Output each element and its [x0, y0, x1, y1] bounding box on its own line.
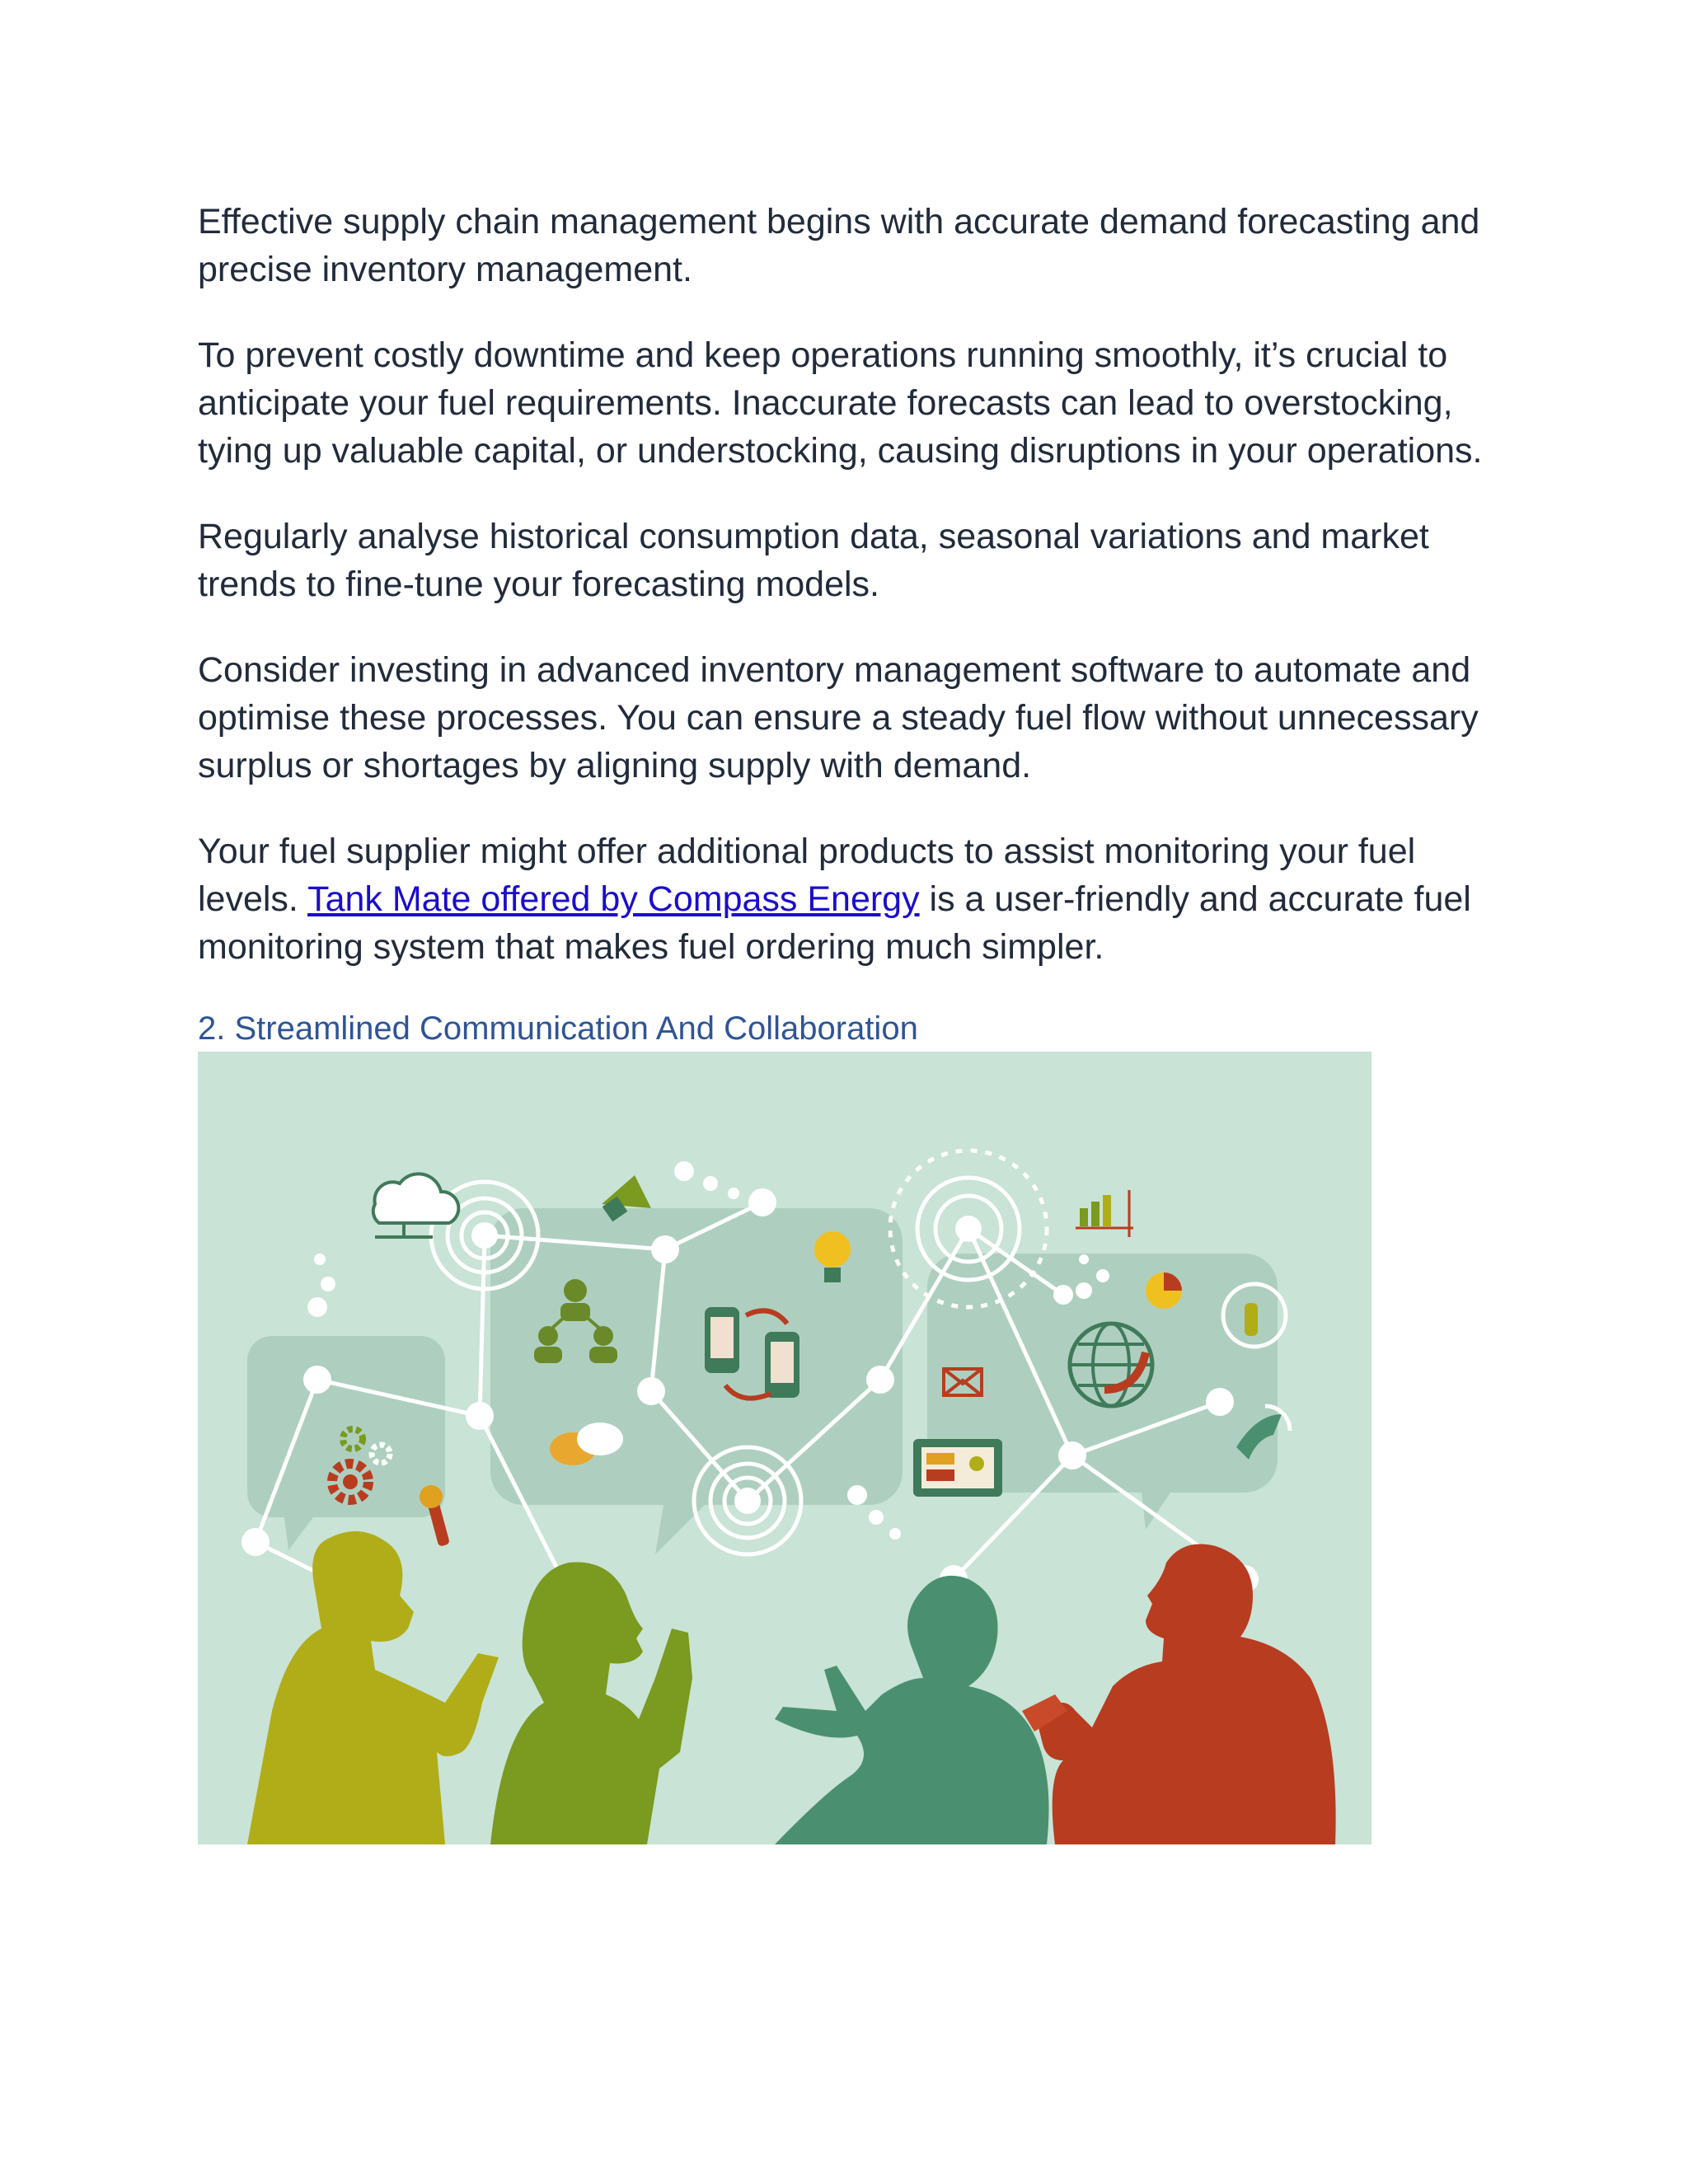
- screen-icon: [913, 1439, 1002, 1497]
- paragraph-inventory-software: Consider investing in advanced inventory management software to automate and optimise these processes. You can ensure a steady fuel flow without unnecessary surplus or shortages by aligning supply with demand.: [198, 650, 1479, 785]
- paragraph-fuel-supplier: [198, 827, 1500, 971]
- paragraph-forecasting-intro: Effective supply chain management begins with accurate demand forecasting and precise inventory management.: [198, 202, 1480, 289]
- tank-mate-link[interactable]: Tank Mate offered by Compass Energy: [307, 879, 920, 919]
- paragraph-fuel-requirements: To prevent costly downtime and keep operations running smoothly, it’s crucial to anticipate your fuel requirements. Inaccurate forecasts can lead to overstocking, tying up valuable capital, or understocking, causing disruptions in your operations.: [198, 335, 1483, 471]
- paragraph-fuel-supplier-tail: is a user-friendly and accurate fuel monitoring system that makes fuel ordering much simpler.: [198, 879, 1471, 967]
- section-heading: 2. Streamlined Communication And Collaboration: [198, 1010, 918, 1047]
- document-body: [198, 198, 1500, 1844]
- communication-illustration: [198, 1052, 1372, 1844]
- pie-chart-icon: [1146, 1272, 1182, 1309]
- paragraph-historical-data: Regularly analyse historical consumption data, seasonal variations and market trends to fine-tune your forecasting models.: [198, 517, 1429, 604]
- paragraph-fuel-supplier-lead: Your fuel supplier might offer additional products to assist monitoring your fuel levels.: [198, 832, 1416, 919]
